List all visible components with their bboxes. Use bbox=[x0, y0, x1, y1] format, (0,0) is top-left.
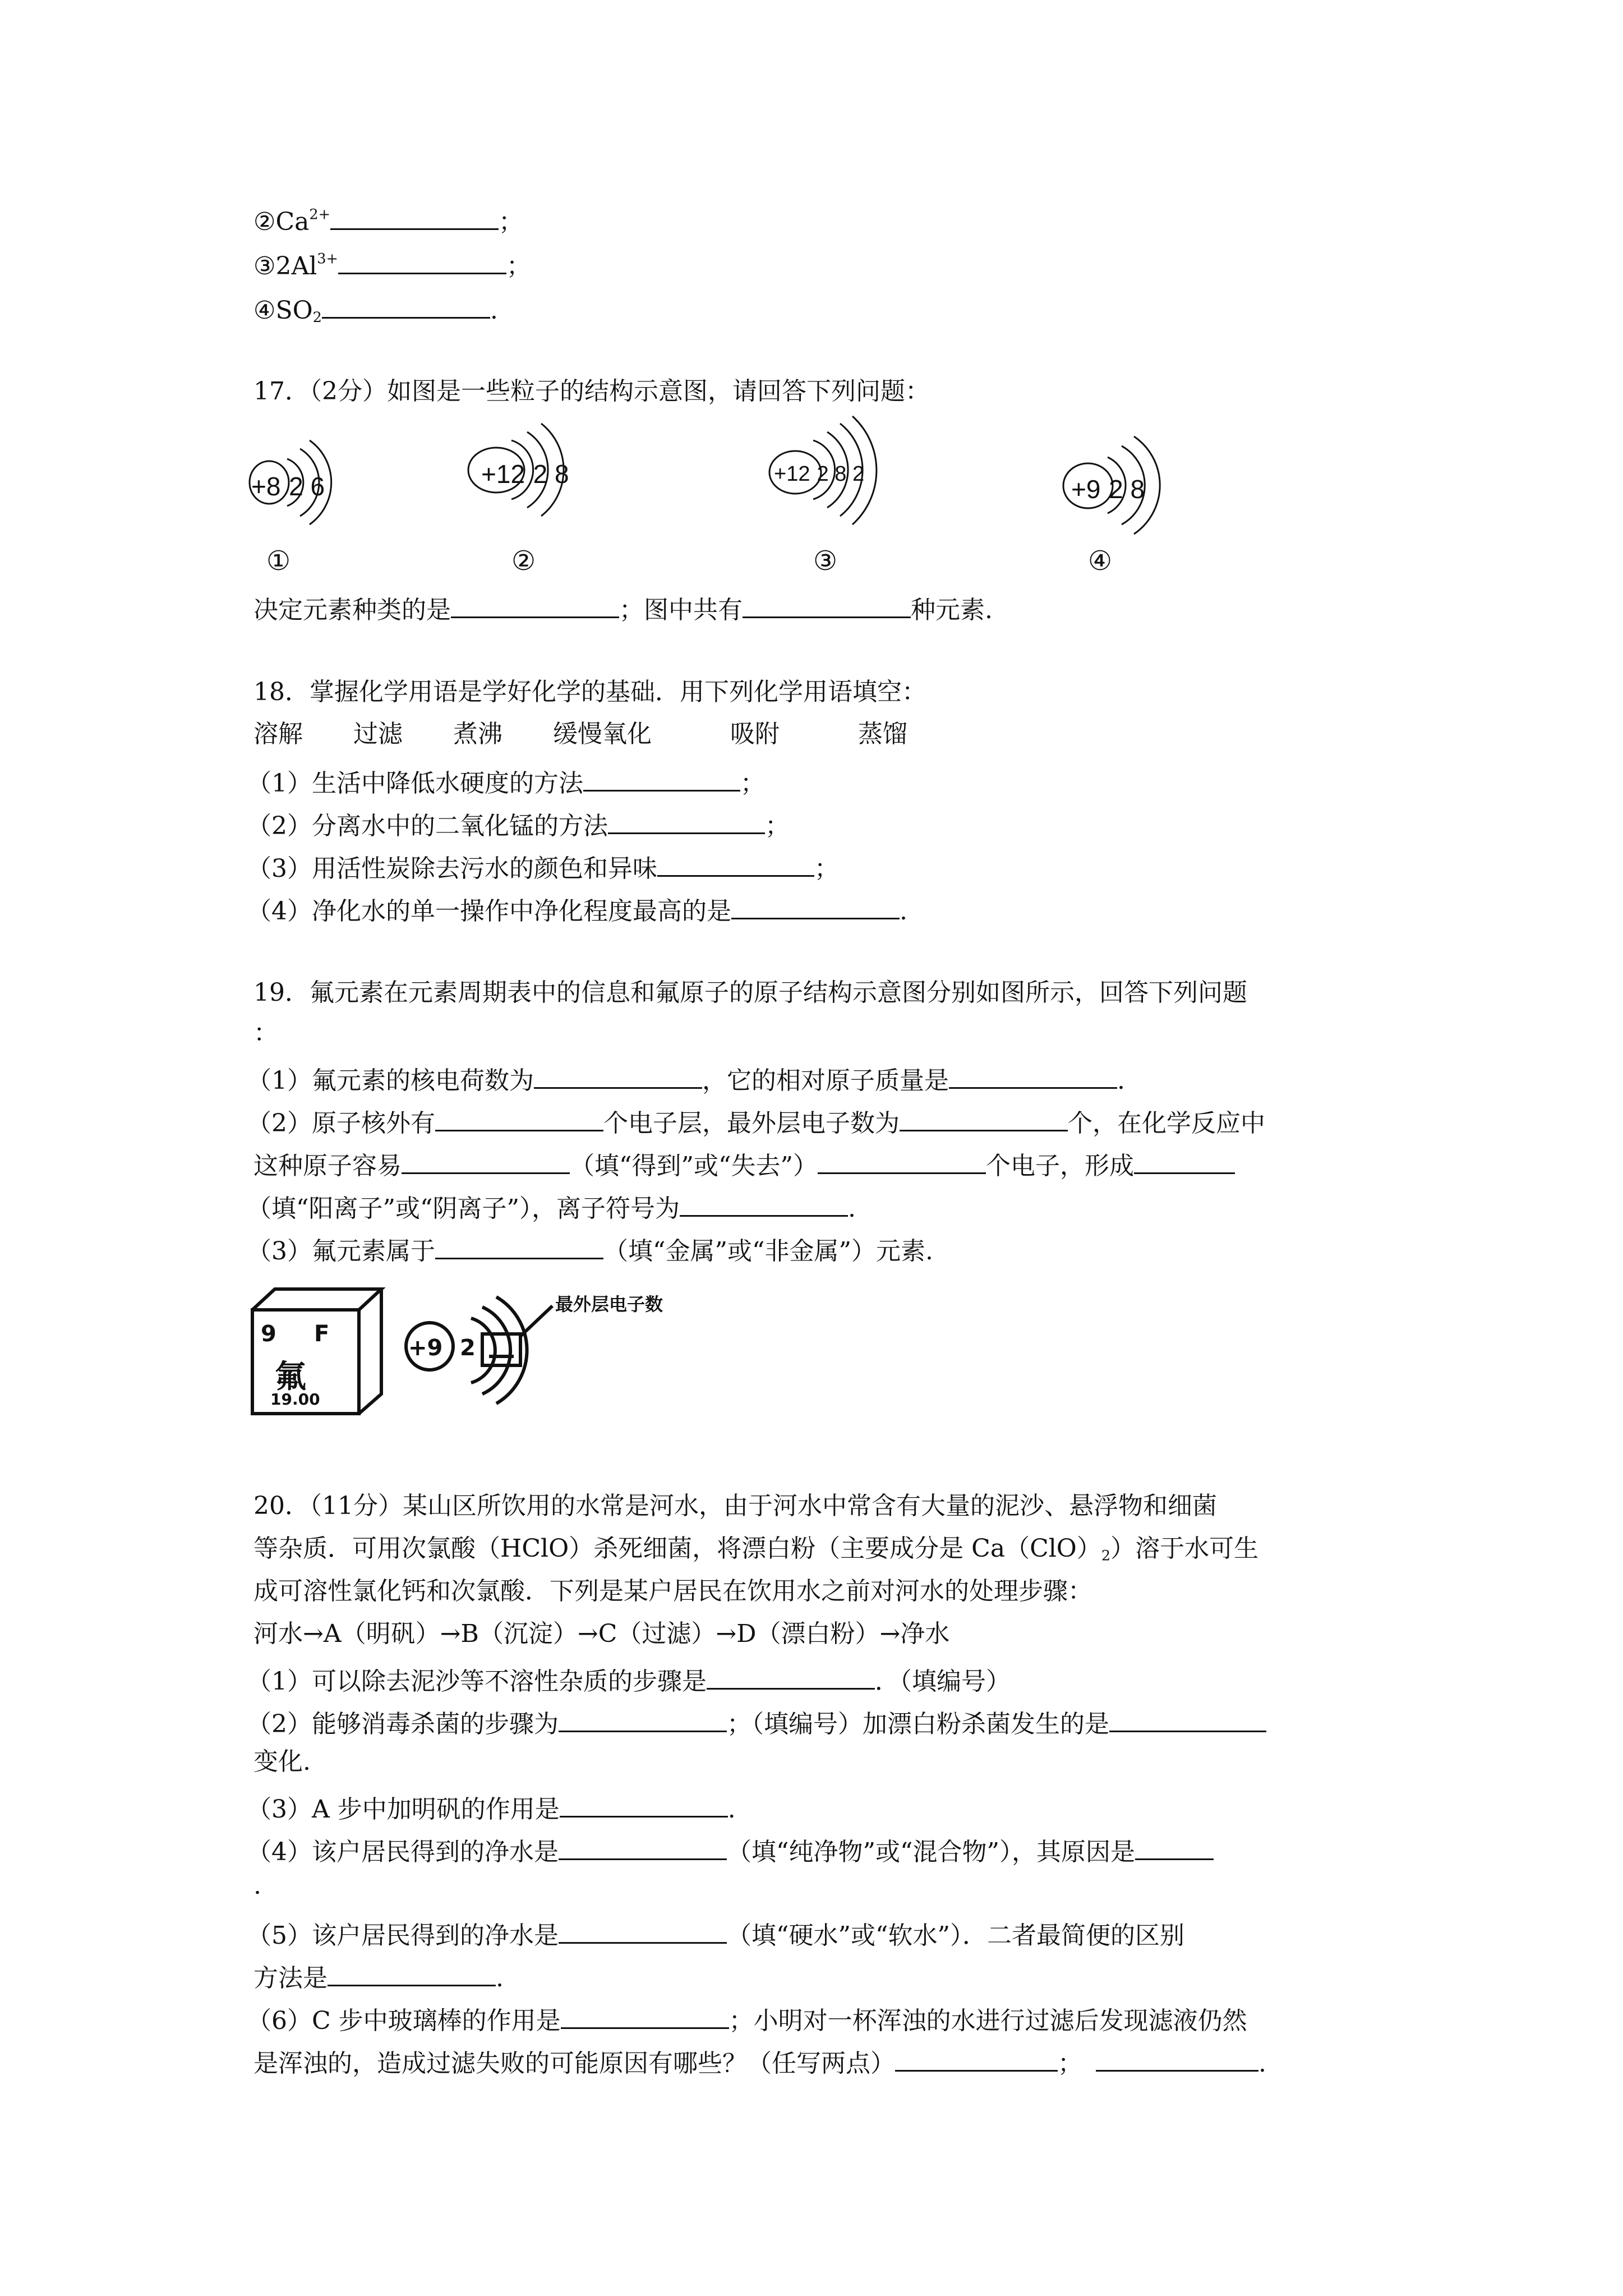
q18-item-4 bbox=[247, 894, 907, 924]
answer-blank[interactable] bbox=[561, 2004, 729, 2029]
nucleus-charge: +9 bbox=[1071, 475, 1101, 504]
punct: ； bbox=[506, 251, 531, 280]
question-text: （3）A 步中加明矾的作用是 bbox=[247, 1795, 560, 1824]
answer-blank[interactable] bbox=[900, 1106, 1068, 1131]
question-text: （2）原子核外有 bbox=[247, 1108, 435, 1138]
q20-q6-cont bbox=[253, 2046, 1266, 2076]
option: 蒸馏 bbox=[858, 720, 907, 748]
q20-line-2 bbox=[253, 1534, 1259, 1565]
electron-shells: 2 8 bbox=[1109, 475, 1145, 504]
label-2: ② bbox=[511, 545, 536, 577]
q20-process-flow: 河水→A（明矾）→B（沉淀）→C（过滤）→D（漂白粉）→净水 bbox=[253, 1619, 950, 1648]
q20-q4 bbox=[247, 1835, 1214, 1865]
punct: ； bbox=[1058, 2049, 1082, 2078]
answer-blank[interactable] bbox=[818, 1149, 986, 1174]
answer-blank[interactable] bbox=[338, 249, 506, 274]
answer-blank[interactable] bbox=[680, 1191, 848, 1217]
atom-4 bbox=[1071, 474, 1145, 504]
q19-line-1 bbox=[247, 1064, 1125, 1093]
label-1: ① bbox=[266, 545, 291, 577]
formula: Ca bbox=[275, 207, 310, 236]
q16-item-2 bbox=[253, 205, 523, 234]
answer-blank[interactable] bbox=[322, 293, 490, 319]
electron-shells: 2 6 bbox=[289, 472, 325, 501]
item-number: ④ bbox=[253, 296, 276, 325]
question-text: 个电子层，最外层电子数为 bbox=[603, 1108, 900, 1138]
diagram-inner-shell: 2 bbox=[460, 1335, 476, 1361]
label-3: ③ bbox=[813, 545, 838, 577]
question-text: （3）用活性炭除去污水的颜色和异味 bbox=[247, 854, 657, 883]
q20-q1 bbox=[247, 1664, 1011, 1694]
nucleus-charge: +12 bbox=[481, 459, 525, 489]
question-text: ；（填编号）加漂白粉杀菌发生的是 bbox=[727, 1709, 1109, 1738]
question-text: 方法是 bbox=[253, 1963, 328, 1993]
option: 缓慢氧化 bbox=[553, 720, 652, 748]
question-text: 个，在化学反应中 bbox=[1068, 1108, 1265, 1138]
question-text: 决定元素种类的是 bbox=[253, 595, 451, 624]
question-text: 是浑浊的，造成过滤失败的可能原因有哪些？（任写两点） bbox=[253, 2049, 895, 2078]
q19-colon: ： bbox=[253, 1019, 278, 1047]
punct: . bbox=[490, 296, 498, 325]
answer-blank[interactable] bbox=[895, 2046, 1058, 2072]
atom-2 bbox=[481, 459, 569, 489]
question-text: （1）可以除去泥沙等不溶性杂质的步骤是 bbox=[247, 1667, 707, 1696]
answer-blank[interactable] bbox=[583, 766, 740, 792]
question-text: 种元素. bbox=[911, 595, 993, 624]
nucleus-charge: +8 bbox=[251, 472, 281, 501]
answer-blank[interactable] bbox=[559, 1918, 727, 1944]
punct: . bbox=[1258, 2049, 1266, 2078]
cell-mass: 19.00 bbox=[270, 1390, 320, 1409]
subscript: 2 bbox=[1101, 1547, 1111, 1565]
punct: ； bbox=[740, 769, 765, 798]
q16-item-3 bbox=[253, 249, 531, 279]
question-text: ；图中共有 bbox=[619, 595, 743, 624]
option: 吸附 bbox=[730, 720, 780, 748]
question-text: （填“硬水”或“软水”）．二者最简便的区别 bbox=[727, 1921, 1184, 1950]
q19-title: 19．氟元素在元素周期表中的信息和氟原子的原子结构示意图分别如图所示，回答下列问题 bbox=[253, 978, 1247, 1007]
answer-blank[interactable] bbox=[559, 1707, 727, 1732]
atom-1 bbox=[251, 471, 325, 501]
q19-line-5 bbox=[247, 1234, 933, 1264]
punct: . bbox=[847, 1194, 856, 1223]
answer-blank[interactable] bbox=[435, 1106, 603, 1131]
electron-shells: 2 8 2 bbox=[817, 462, 865, 486]
question-text: 这种原子容易 bbox=[253, 1151, 402, 1180]
electron-shells: 2 8 bbox=[533, 459, 569, 489]
answer-blank[interactable] bbox=[743, 593, 911, 618]
q20-q5-cont bbox=[253, 1961, 504, 1991]
q17-question bbox=[253, 593, 993, 623]
q20-line-3: 成可溶性氯化钙和次氯酸．下列是某户居民在饮用水之前对河水的处理步骤： bbox=[253, 1577, 1092, 1605]
answer-blank[interactable] bbox=[451, 593, 619, 618]
question-text: （填“得到”或“失去”） bbox=[570, 1151, 818, 1180]
answer-blank[interactable] bbox=[657, 852, 814, 877]
question-text: （3）氟元素属于 bbox=[247, 1236, 435, 1266]
punct: ； bbox=[765, 811, 790, 840]
formula: 2Al bbox=[275, 251, 317, 280]
q17-title: 17．（2分）如图是一些粒子的结构示意图，请回答下列问题： bbox=[253, 377, 930, 406]
q20-q5 bbox=[247, 1918, 1184, 1948]
option: 煮沸 bbox=[453, 720, 502, 748]
punct: ； bbox=[814, 854, 839, 883]
q20-q6 bbox=[247, 2004, 1247, 2033]
answer-blank[interactable] bbox=[608, 809, 765, 834]
atom-3 bbox=[774, 461, 864, 486]
q18-options bbox=[253, 722, 907, 747]
answer-blank[interactable] bbox=[402, 1149, 570, 1174]
q18-title: 18．掌握化学用语是学好化学的基础．用下列化学用语填空： bbox=[253, 678, 926, 706]
outer-electron-callout: 最外层电子数 bbox=[555, 1294, 663, 1315]
q18-item-3 bbox=[247, 852, 839, 881]
q20-line-1: 20．（11分）某山区所饮用的水常是河水，由于河水中常含有大量的泥沙、悬浮物和细菌 bbox=[253, 1492, 1217, 1520]
answer-blank[interactable] bbox=[435, 1234, 603, 1259]
option: 过滤 bbox=[353, 720, 403, 748]
question-text: 个电子，形成 bbox=[985, 1151, 1134, 1180]
question-text: （4）净化水的单一操作中净化程度最高的是 bbox=[247, 896, 731, 926]
diagram-nucleus: +9 bbox=[408, 1335, 443, 1361]
punct: . bbox=[496, 1963, 504, 1993]
question-text: （2）能够消毒杀菌的步骤为 bbox=[247, 1709, 559, 1738]
punct: . bbox=[727, 1795, 736, 1824]
cell-symbol: F bbox=[314, 1321, 330, 1347]
punct: . bbox=[900, 896, 907, 926]
paragraph-text: 等杂质．可用次氯酸（HClO）杀死细菌，将漂白粉（主要成分是 Ca（ClO） bbox=[253, 1534, 1101, 1563]
label-4: ④ bbox=[1088, 545, 1113, 577]
answer-blank[interactable] bbox=[1134, 1149, 1235, 1174]
q20-q4-cont: . bbox=[253, 1871, 261, 1900]
q19-line-3 bbox=[253, 1149, 1235, 1179]
answer-blank[interactable] bbox=[707, 1664, 875, 1690]
cell-name: 氟 bbox=[275, 1358, 306, 1395]
charge: 2+ bbox=[309, 206, 330, 223]
q16-item-4 bbox=[253, 293, 498, 326]
option: 溶解 bbox=[253, 720, 303, 748]
nucleus-charge: +12 bbox=[774, 462, 810, 486]
answer-blank[interactable] bbox=[1135, 1835, 1214, 1860]
subscript: 2 bbox=[312, 309, 322, 326]
question-text: （填“金属”或“非金属”）元素. bbox=[603, 1236, 933, 1266]
question-text: ；小明对一杯浑浊的水进行过滤后发现滤液仍然 bbox=[728, 2006, 1247, 2035]
answer-blank[interactable] bbox=[559, 1835, 727, 1860]
answer-blank[interactable] bbox=[949, 1064, 1117, 1089]
q20-q2-cont: 变化. bbox=[253, 1747, 311, 1776]
question-text: （填“纯净物”或“混合物”），其原因是 bbox=[727, 1837, 1135, 1866]
q19-line-2 bbox=[247, 1106, 1265, 1136]
question-text: （5）该户居民得到的净水是 bbox=[247, 1921, 559, 1950]
question-text: （填“阳离子”或“阴离子”），离子符号为 bbox=[247, 1194, 680, 1223]
q18-item-1 bbox=[247, 766, 765, 796]
answer-blank[interactable] bbox=[1096, 2046, 1258, 2072]
question-text: （4）该户居民得到的净水是 bbox=[247, 1837, 559, 1866]
answer-blank[interactable] bbox=[560, 1792, 728, 1818]
item-number: ② bbox=[253, 207, 276, 236]
question-text: （1）氟元素的核电荷数为 bbox=[247, 1066, 534, 1095]
punct: . bbox=[1117, 1066, 1125, 1095]
question-text: ．（填编号） bbox=[875, 1667, 1011, 1696]
charge: 3+ bbox=[317, 250, 338, 268]
q17-atom-diagrams bbox=[247, 409, 1200, 589]
question-text: （6）C 步中玻璃棒的作用是 bbox=[247, 2006, 561, 2035]
q18-item-2 bbox=[247, 809, 790, 839]
answer-blank[interactable] bbox=[534, 1064, 702, 1089]
q20-q3 bbox=[247, 1792, 736, 1822]
question-text: （2）分离水中的二氧化锰的方法 bbox=[247, 811, 608, 840]
question-text: （1）生活中降低水硬度的方法 bbox=[247, 769, 583, 798]
item-number: ③ bbox=[253, 251, 276, 280]
q19-line-4 bbox=[247, 1191, 856, 1221]
formula: SO bbox=[275, 296, 313, 325]
cell-number: 9 bbox=[261, 1321, 276, 1347]
answer-blank[interactable] bbox=[330, 205, 499, 230]
q20-q2 bbox=[247, 1707, 1266, 1737]
answer-blank[interactable] bbox=[1109, 1707, 1266, 1732]
question-text: ，它的相对原子质量是 bbox=[702, 1066, 949, 1095]
answer-blank[interactable] bbox=[731, 894, 900, 919]
answer-blank[interactable] bbox=[328, 1961, 496, 1986]
punct: ； bbox=[498, 207, 523, 236]
paragraph-text: ）溶于水可生 bbox=[1110, 1534, 1259, 1563]
